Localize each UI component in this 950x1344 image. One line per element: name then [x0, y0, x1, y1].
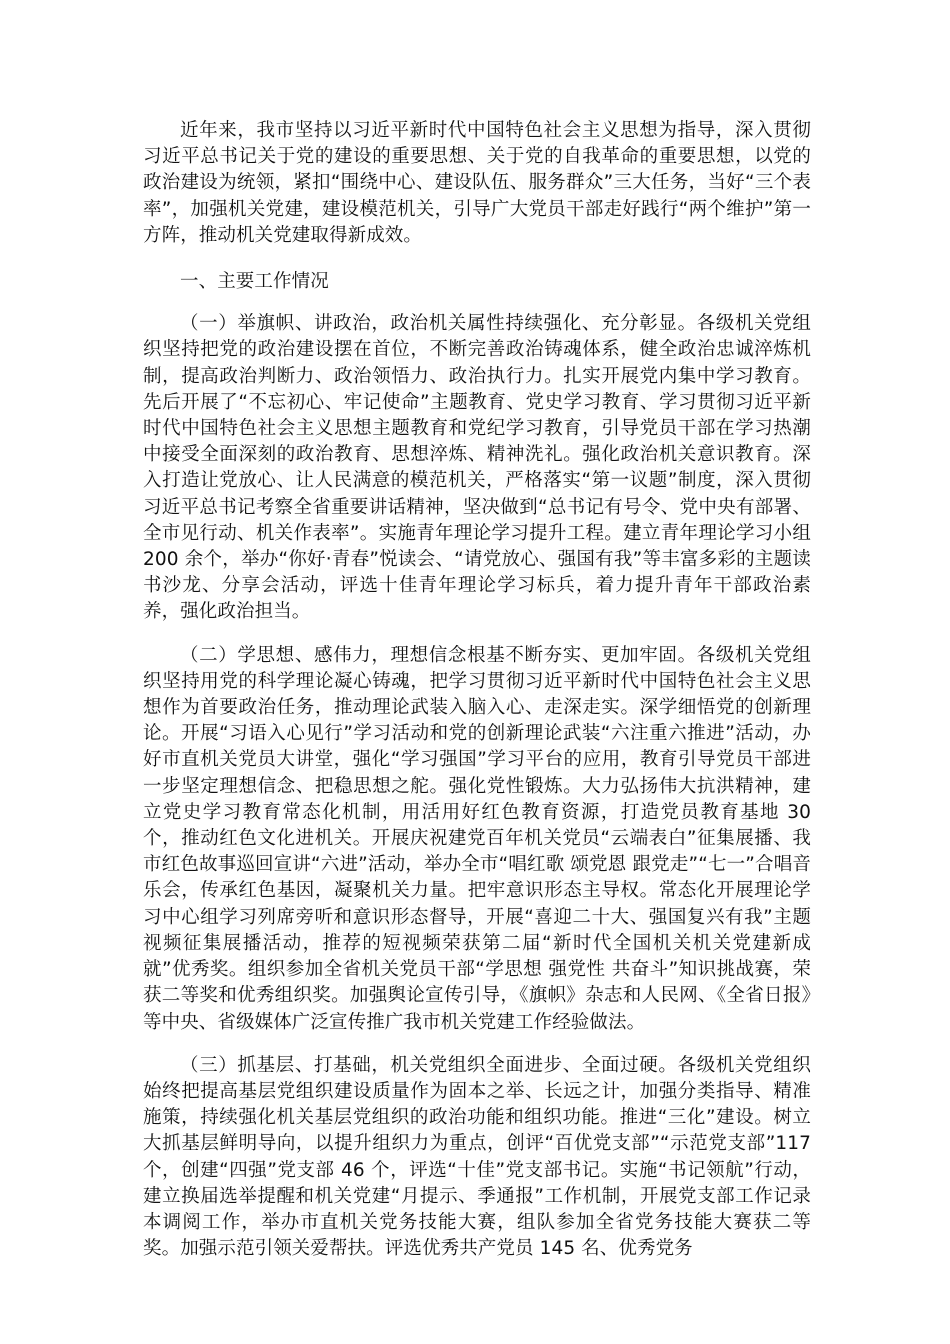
intro-paragraph: 近年来，我市坚持以习近平新时代中国特色社会主义思想为指导，深入贯彻习近平总书记关于党的建设的重要思想、关于党的自我革命的重要思想，以党的政治建设为统领，紧扣“围绕中心、建设队伍、服务群众”三大任务，当好“三个表率”，加强机关党建，建设模范机关，引导广大党员干部走好践行“两个维护”第一方阵，推动机关党建取得新成效。 — [143, 120, 811, 246]
section-3-paragraph: （三）抓基层、打基础，机关党组织全面进步、全面过硬。各级机关党组织始终把提高基层党组织建设质量作为固本之举、长远之计，加强分类指导、精准施策，持续强化机关基层党组织的政治功能和组织功能。推进“三化”建设。树立大抓基层鲜明导向，以提升组织力为重点，创评“百优党支部”“示范党支部”117 个，创建“四强”党支部 46 个，评选“十佳”党支部书记。实施“书记领航”行动，建立换届选举提醒和机关党建“月提示、季通报”工作机制，开展党支部工作记录本调阅工作，举办市直机关党务技能大赛，组队参加全省党务技能大赛获二等奖。加强示范引领关爱帮扶。评选优秀共产党员 145 名、优秀党务 — [143, 1054, 811, 1260]
section-1-paragraph: （一）举旗帜、讲政治，政治机关属性持续强化、充分彰显。各级机关党组织坚持把党的政治建设摆在首位，不断完善政治铸魂体系，健全政治忠诚淬炼机制，提高政治判断力、政治领悟力、政治执行力。扎实开展党内集中学习教育。先后开展了“不忘初心、牢记使命”主题教育、党史学习教育、学习贯彻习近平新时代中国特色社会主义思想主题教育和党纪学习教育，引导党员干部在学习热潮中接受全面深刻的政治教育、思想淬炼、精神洗礼。强化政治机关意识教育。深入打造让党放心、让人民满意的模范机关，严格落实“第一议题”制度，深入贯彻习近平总书记考察全省重要讲话精神，坚决做到“总书记有号令、党中央有部署、全市见行动、机关作表率”。实施青年理论学习提升工程。建立青年理论学习小组 200 余个，举办“你好·青春”悦读会、“请党放心、强国有我”等丰富多彩的主题读书沙龙、分享会活动，评选十佳青年理论学习标兵，着力提升青年干部政治素养，强化政治担当。 — [143, 313, 811, 623]
section-heading: 一、主要工作情况 — [180, 271, 329, 293]
document-page — [143, 118, 811, 1262]
section-2-paragraph: （二）学思想、感伟力，理想信念根基不断夯实、更加牢固。各级机关党组织坚持用党的科学理论凝心铸魂，把学习贯彻习近平新时代中国特色社会主义思想作为首要政治任务，推动理论武装入脑入心、走深走实。深学细悟党的创新理论。开展“习语入心见行”学习活动和党的创新理论武装“六注重六推进”活动，办好市直机关党员大讲堂，强化“学习强国”学习平台的应用，教育引导党员干部进一步坚定理想信念、把稳思想之舵。强化党性锻炼。大力弘扬伟大抗洪精神，建立党史学习教育常态化机制，用活用好红色教育资源，打造党员教育基地 30 个，推动红色文化进机关。开展庆祝建党百年机关党员“云端表白”征集展播、我市红色故事巡回宣讲“六进”活动，举办全市“唱红歌 颂党恩 跟党走”“七一”合唱音乐会，传承红色基因，凝聚机关力量。把牢意识形态主导权。常态化开展理论学习中心组学习列席旁听和意识形态督导，开展“喜迎二十大、强国复兴有我”主题视频征集展播活动，推荐的短视频荣获第二届“新时代全国机关机关党建新成就”优秀奖。组织参加全省机关党员干部“学思想 强党性 共奋斗”知识挑战赛，荣获二等奖和优秀组织奖。加强舆论宣传引导，《旗帜》杂志和人民网、《全省日报》等中央、省级媒体广泛宣传推广我市机关党建工作经验做法。 — [143, 644, 811, 1033]
